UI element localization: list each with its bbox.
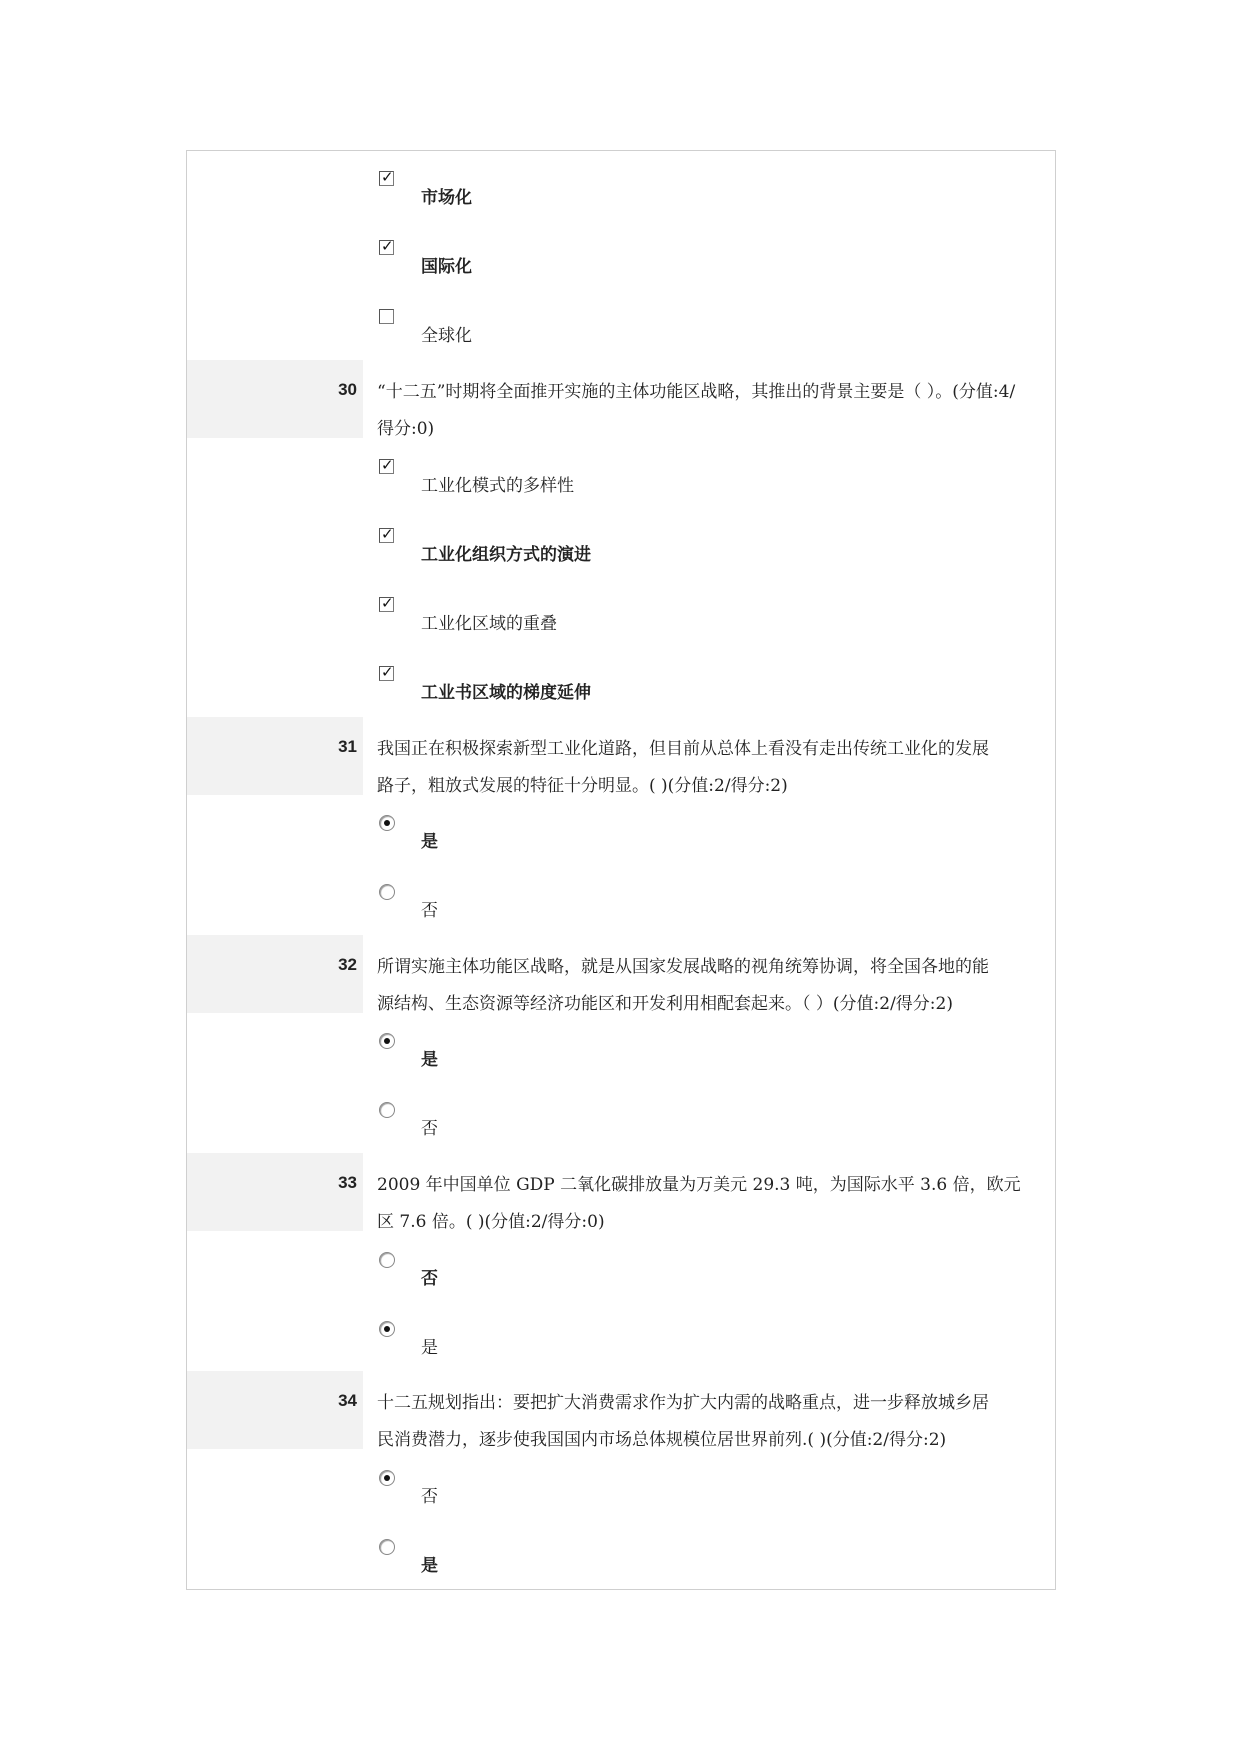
option-label: 是 — [421, 1556, 438, 1576]
question-text-line: 区 7.6 倍。( )(分值:2/得分:0) — [377, 1212, 605, 1232]
option-label: 是 — [421, 832, 438, 852]
question-text — [377, 374, 1056, 448]
radio-button[interactable] — [379, 884, 395, 900]
question-number: 30 — [338, 380, 357, 399]
question-text-line: 所谓实施主体功能区战略，就是从国家发展战略的视角统筹协调，将全国各地的能 — [377, 957, 989, 977]
check-mark-icon: ✓ — [381, 663, 394, 681]
option-label: 全球化 — [421, 326, 472, 346]
option-label: 否 — [421, 1119, 438, 1139]
question-text-line: 十二五规划指出：要把扩大消费需求作为扩大内需的战略重点，进一步释放城乡居 — [377, 1393, 989, 1413]
checkbox[interactable] — [379, 456, 394, 474]
question-number: 33 — [338, 1173, 357, 1192]
question-row-33 — [187, 1153, 1055, 1231]
option-label: 工业化组织方式的演进 — [421, 545, 591, 565]
radio-button[interactable] — [379, 1102, 395, 1118]
radio-button[interactable] — [379, 1252, 395, 1268]
question-text-line: 源结构、生态资源等经济功能区和开发利用相配套起来。（ ）(分值:2/得分:2) — [377, 994, 953, 1014]
checkbox[interactable] — [379, 168, 394, 186]
option-label: 工业化区域的重叠 — [421, 614, 557, 634]
radio-button[interactable] — [379, 1539, 395, 1555]
option-label: 否 — [421, 1487, 438, 1507]
check-mark-icon: ✓ — [381, 456, 394, 474]
question-text-line: 我国正在积极探索新型工业化道路，但目前从总体上看没有走出传统工业化的发展 — [377, 739, 989, 759]
question-row-34 — [187, 1371, 1055, 1449]
question-text — [377, 1167, 1056, 1241]
option-label: 否 — [421, 901, 438, 921]
question-text — [377, 949, 1056, 1023]
checkbox[interactable] — [379, 594, 394, 612]
question-text-line: 2009 年中国单位 GDP 二氧化碳排放量为万美元 29.3 吨，为国际水平 3.6 倍，欧元 — [377, 1175, 1021, 1195]
option-label: 是 — [421, 1338, 438, 1358]
option-label: 工业化模式的多样性 — [421, 476, 574, 496]
option-label: 否 — [421, 1269, 438, 1289]
question-row-32 — [187, 935, 1055, 1013]
radio-button[interactable] — [379, 1470, 395, 1486]
checkbox[interactable] — [379, 309, 394, 324]
radio-selected-dot — [384, 820, 390, 826]
option-label: 是 — [421, 1050, 438, 1070]
radio-selected-dot — [384, 1326, 390, 1332]
question-text-line: 民消费潜力，逐步使我国国内市场总体规模位居世界前列.( )(分值:2/得分:2) — [377, 1430, 947, 1450]
option-label: 国际化 — [421, 257, 472, 277]
radio-button[interactable] — [379, 1033, 395, 1049]
check-mark-icon: ✓ — [381, 525, 394, 543]
question-text-line: 路子，粗放式发展的特征十分明显。( )(分值:2/得分:2) — [377, 776, 788, 796]
question-number: 34 — [338, 1391, 357, 1410]
checkbox[interactable] — [379, 663, 394, 681]
checkbox[interactable] — [379, 237, 394, 255]
radio-button[interactable] — [379, 1321, 395, 1337]
radio-selected-dot — [384, 1038, 390, 1044]
radio-selected-dot — [384, 1475, 390, 1481]
checkbox[interactable] — [379, 525, 394, 543]
question-text — [377, 731, 1056, 805]
question-number: 32 — [338, 955, 357, 974]
radio-button[interactable] — [379, 815, 395, 831]
question-row-31 — [187, 717, 1055, 795]
check-mark-icon: ✓ — [381, 168, 394, 186]
quiz-panel — [186, 150, 1056, 1590]
question-text-line: 得分:0) — [377, 419, 435, 439]
question-text — [377, 1385, 1056, 1459]
option-label: 市场化 — [421, 188, 472, 208]
check-mark-icon: ✓ — [381, 237, 394, 255]
check-mark-icon: ✓ — [381, 594, 394, 612]
option-label: 工业书区域的梯度延伸 — [421, 683, 591, 703]
question-text-line: “十二五”时期将全面推开实施的主体功能区战略，其推出的背景主要是（ ）。(分值:4/ — [377, 382, 1016, 402]
question-number: 31 — [338, 737, 357, 756]
question-row-30 — [187, 360, 1055, 438]
